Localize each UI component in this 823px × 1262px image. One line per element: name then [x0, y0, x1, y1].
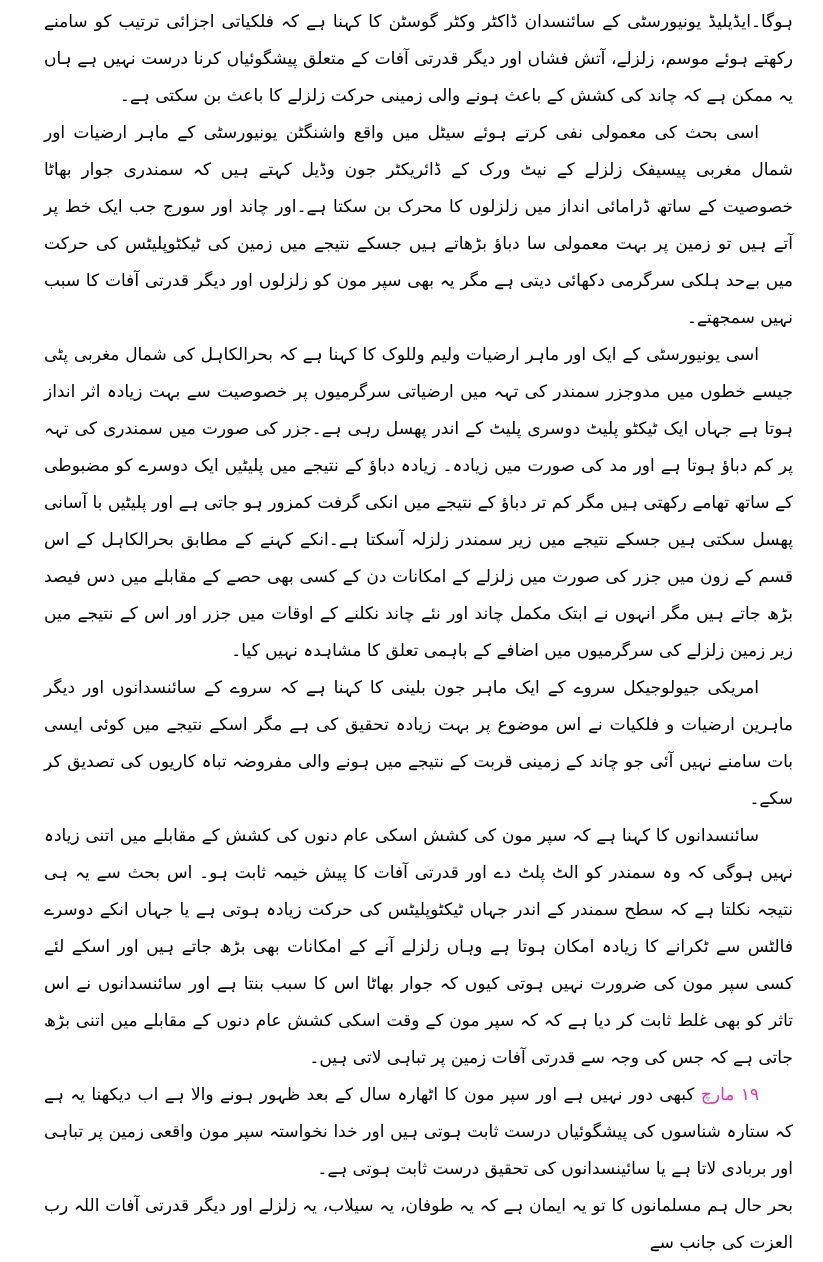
paragraph-2: اسی بحث کی معمولی نفی کرتے ہوئے سیٹل میں واقع واشنگٹن یونیورسٹی کے ماہر ارضیات اور شمال مغربی پیسیفک زلزلے کے نیٹ ورک کے ڈائریکٹر جون وڈیل کہتے ہیں کہ سمندری جوار بھاٹا خصوصیت کے ساتھ ڈرامائی انداز میں زلزلوں کا محرک بن سکتا ہے۔اور چاند اور سورج جب ایک خط پر آتے ہیں تو زمین پر بہت معمولی سا دباؤ بڑھاتے ہیں جسکے نتیجے میں زمین کی ٹیکٹوپلیٹس کی حرکت میں بےحد ہلکی سرگرمی دکھائی دیتی ہے مگر یہ بھی سپر مون کو زلزلوں اور دیگر قدرتی آفات کا سبب نہیں سمجھتے۔: [44, 123, 794, 328]
paragraph-5: سائنسدانوں کا کہنا ہے کہ سپر مون کی کشش اسکی عام دنوں کی کشش کے مقابلے میں اتنی زیادہ نہیں ہوگی کہ وہ سمندر کو الٹ پلٹ دے اور قدرتی آفات کا پیش خیمہ ثابت ہو۔ اس بحث سے یہ ہی نتیجہ نکلتا ہے کہ سطح سمندر کے اندر جہاں ٹیکٹوپلیٹس کی حرکت زیادہ ہوتی ہے یا جہاں انکے دوسرے فالٹس سے ٹکرانے کا زیادہ امکان ہوتا ہے وہاں زلزلے آنے کے امکانات بھی بڑھ جاتے ہیں اور اسکے لئے کسی سپر مون کی ضرورت نہیں ہوتی کیوں کہ جوار بھاٹا اس کا سبب بنتا ہے اور سائنسدانوں نے اس تاثر کو بھی غلط ثابت کر دیا ہے کہ کہ سپر مون کے وقت اسکی کشش عام دنوں کے مقابلے میں اتنی بڑھ جاتی ہے کہ جس کی وجہ سے قدرتی آفات زمین پر تباہی لاتی ہیں۔: [44, 826, 793, 1068]
paragraph-6-text: کبھی دور نہیں ہے اور سپر مون کا اٹھارہ سال کے بعد ظہور ہونے والا ہے اب دیکھنا یہ ہے کہ ستارہ شناسوں کی پیشگوئیاں درست ثابت ہوتی ہیں اور خدا نخواستہ سپر مون واقعی زمین پر تباہی اور بربادی لاتا ہے یا سائینسدانوں کی تحقیق درست ثابت ہوتی ہے۔: [44, 1085, 793, 1179]
date-highlight: ۱۹ مارچ: [700, 1085, 759, 1105]
paragraph-6: [44, 1077, 793, 1188]
paragraph-7: بحر حال ہم مسلمانوں کا تو یہ ایمان ہے کہ یہ طوفان، یہ سیلاب، یہ زلزلے اور دیگر قدرتی آفات اللہ رب العزت کی جانب سے: [44, 1196, 793, 1253]
paragraph-4: امریکی جیولوجیکل سروے کے ایک ماہر جون بلینی کا کہنا ہے کہ سروے کے سائنسدانوں اور دیگر ماہرین ارضیات و فلکیات نے اس موضوع پر بہت زیادہ تحقیق کی ہے مگر اسکے نتیجے میں کوئی ایسی بات سامنے نہیں آئی جو چاند کے زمینی قربت کے نتیجے میں ہونے والی مفروضہ تباہ کاریوں کی تصدیق کر سکے۔: [44, 678, 793, 809]
paragraph-3: اسی یونیورسٹی کے ایک اور ماہر ارضیات ولیم وللوک کا کہنا ہے کہ بحرالکاہل کی شمال مغربی پٹی جیسے خطوں میں مدوجزر سمندر کی تہہ میں ارضیاتی سرگرمیوں پر خصوصیت سے بہت زیادہ اثر انداز ہوتا ہے جہاں ایک ٹیکٹو پلیٹ دوسری پلیٹ کے اندر پھسل رہی ہے۔جزر کی صورت میں سمندری کی تہہ پر کم دباؤ ہوتا ہے اور مد کی صورت میں زیادہ۔ زیادہ دباؤ کے نتیجے میں پلیٹیں ایک دوسرے کو مضبوطی کے ساتھ تھامے رکھتی ہیں مگر کم تر دباؤ کے نتیجے میں انکی گرفت کمزور ہو جاتی ہے اور پلیٹیں با آسانی پھسل سکتی ہیں جسکے نتیجے میں زیر سمندر زلزلہ آسکتا ہے۔انکے کہنے کے مطابق بحرالکاہل کے اس قسم کے زون میں جزر کی صورت میں زلزلے کے امکانات دن کے کسی بھی حصے کے مقابلے میں دس فیصد بڑھ جاتے ہیں مگر انہوں نے ابتک مکمل چاند اور نئے چاند نکلنے کے اوقات میں جزر اور اس کے نتیجے میں زیر زمین زلزلے کی سرگرمیوں میں اضافے کے باہمی تعلق کا مشاہدہ نہیں کیا۔: [44, 345, 793, 661]
paragraph-1: ہوگا۔ایڈیلیڈ یونیورسٹی کے سائنسدان ڈاکٹر وکٹر گوسٹن کا کہنا ہے کہ فلکیاتی اجزائی ترتیب کو سامنے رکھتے ہوئے موسم، زلزلے، آتش فشاں اور دیگر قدرتی آفات کے متعلق پیشگوئیاں کرنا درست نہیں ہے ہاں یہ ممکن ہے کہ چاند کی کشش کے باعث ہونے والی زمینی حرکت زلزلے کا باعث بن سکتی ہے۔: [44, 12, 793, 106]
